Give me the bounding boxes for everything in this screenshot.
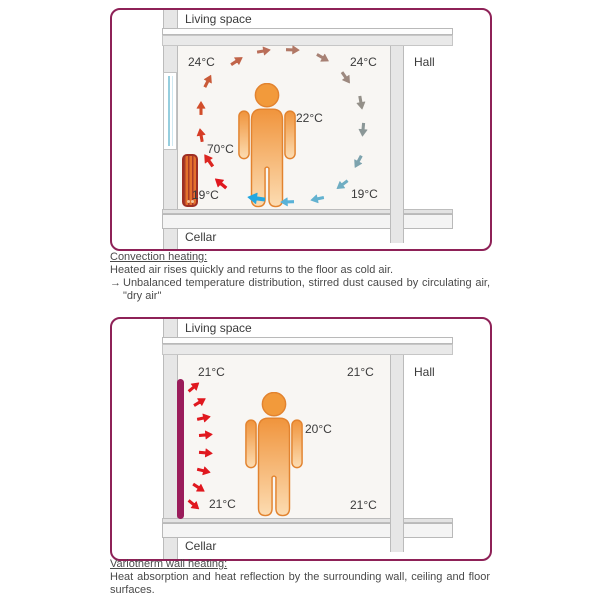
airflow-arrow-icon <box>185 497 202 514</box>
airflow-arrow-icon <box>314 50 331 65</box>
airflow-arrow-icon <box>195 127 207 142</box>
airflow-arrow-icon <box>199 430 214 441</box>
cellar-label: Cellar <box>185 539 217 553</box>
temperature-label: 22°C <box>296 111 323 125</box>
temperature-label: 21°C <box>347 365 374 379</box>
temperature-label: 24°C <box>188 55 215 69</box>
living-space-label: Living space <box>185 12 252 26</box>
airflow-arrow-icon <box>191 394 208 410</box>
airflow-overlay <box>112 10 490 249</box>
temperature-label: 20°C <box>305 422 332 436</box>
temperature-label: 70°C <box>207 142 234 156</box>
temperature-label: 19°C <box>192 188 219 202</box>
airflow-arrow-icon <box>185 379 202 396</box>
caption-line: "dry air" <box>123 289 162 302</box>
airflow-arrow-icon <box>358 123 369 138</box>
temperature-label: 21°C <box>209 497 236 511</box>
hall-label: Hall <box>414 55 435 69</box>
airflow-arrow-icon <box>199 448 214 459</box>
airflow-arrow-icon <box>196 412 212 424</box>
airflow-arrow-icon <box>280 197 294 207</box>
variotherm-wall-heating-diagram <box>110 317 492 561</box>
airflow-arrow-icon <box>196 101 206 115</box>
caption-body <box>110 264 490 303</box>
caption-variotherm <box>110 558 490 597</box>
caption-line: Heated air rises quickly and returns to the floor as cold air. <box>110 263 394 276</box>
airflow-arrow-icon <box>196 465 212 478</box>
airflow-arrow-icon <box>338 69 354 86</box>
temperature-label: 24°C <box>350 55 377 69</box>
caption-line: → Unbalanced temperature distribution, stirred dust caused by circulating air, <box>110 276 490 289</box>
airflow-arrow-icon <box>333 177 350 193</box>
caption-body <box>110 571 490 597</box>
airflow-arrow-icon <box>355 95 367 110</box>
convection-heating-diagram <box>110 8 492 251</box>
airflow-arrow-icon <box>246 190 266 205</box>
cellar-label: Cellar <box>185 230 217 244</box>
caption-line: Heat absorption and heat reflection by the surrounding wall, ceiling and floor <box>110 570 490 583</box>
temperature-label: 21°C <box>198 365 225 379</box>
airflow-arrow-icon <box>200 73 215 90</box>
temperature-label: 19°C <box>351 187 378 201</box>
caption-line: surfaces. <box>110 583 155 596</box>
caption-title: Convection heating: <box>110 251 208 263</box>
airflow-arrow-icon <box>286 45 300 55</box>
airflow-overlay <box>112 319 490 559</box>
airflow-arrow-icon <box>190 480 207 496</box>
hall-label: Hall <box>414 365 435 379</box>
airflow-arrow-icon <box>350 154 365 171</box>
airflow-arrow-icon <box>309 193 325 205</box>
temperature-label: 21°C <box>350 498 377 512</box>
airflow-arrow-icon <box>228 53 245 69</box>
caption-title: Variotherm wall heating: <box>110 558 228 570</box>
living-space-label: Living space <box>185 321 252 335</box>
arrow-right-icon: → <box>110 276 121 289</box>
caption-convection <box>110 251 490 303</box>
airflow-arrow-icon <box>256 45 271 57</box>
